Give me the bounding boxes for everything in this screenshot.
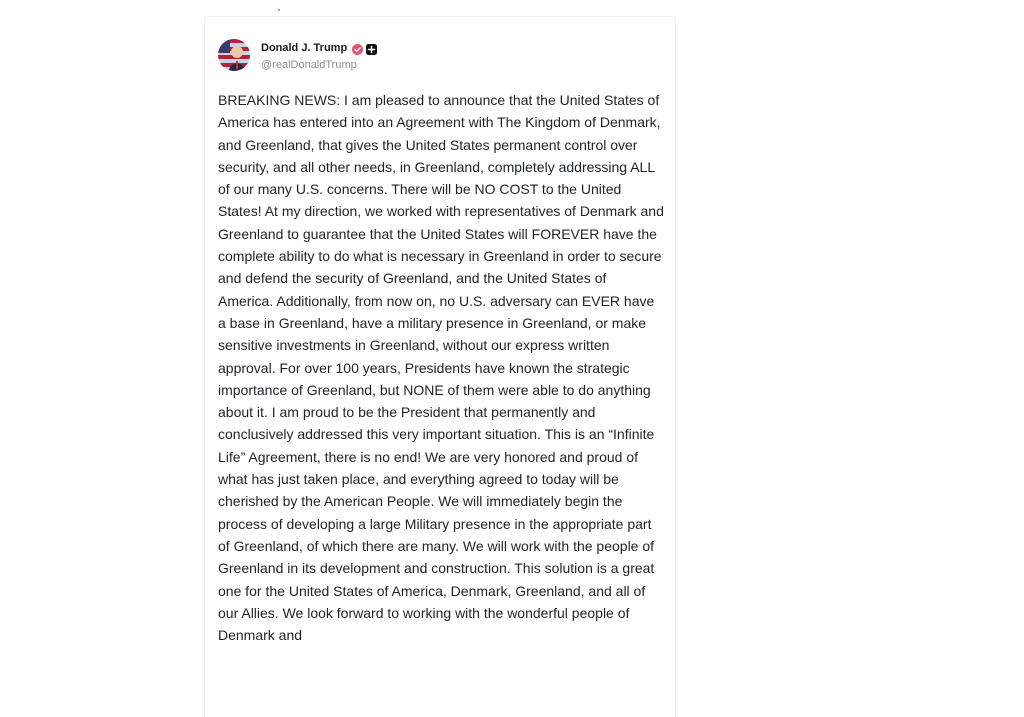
avatar[interactable] (218, 39, 250, 71)
post-card (204, 16, 676, 717)
flag-portrait-avatar-icon (218, 39, 250, 71)
author-name-row (261, 40, 377, 56)
author-handle[interactable]: @realDonaldTrump (261, 58, 357, 71)
plus-badge-icon (366, 42, 377, 53)
post-header (218, 39, 377, 71)
post-body-text: BREAKING NEWS: I am pleased to announce that the United States of America has entered into an Agreement with The Kingdom of Denmark, and Greenland, that gives the United States permanent control over security, and all other needs, in Greenland, completely addressing ALL of our many U.S. concerns. There will be NO COST to the United States! At my direction, we worked with representatives of Denmark and Greenland to guarantee that the United States will FOREVER have the complete ability to do what is necessary in Greenland in order to secure and defend the security of Greenland, and the United States of America. Additionally, from now on, no U.S. adversary can EVER have a base in Greenland, have a military presence in Greenland, or make sensitive investments in Greenland, without our express written approval. For over 100 years, Presidents have known the strategic importance of Greenland, but NONE of them were able to do anything about it. I am proud to be the President that permanently and conclusively addressed this very important situation. This is an “Infinite Life” Agreement, there is no end! We are very honored and proud of what has just taken place, and everything agreed to today will be cherished by the American People. We will immediately begin the process of developing a large Military presence in the appropriate part of Greenland, of which there are many. We will work with the people of Greenland in its development and construction. This solution is a great one for the United States of America, Denmark, Greenland, and all of our Allies. We look forward to working with the wonderful people of Denmark and (218, 92, 664, 644)
verified-badge-icon (352, 42, 363, 53)
scroll-remnant-mark (278, 9, 280, 11)
author-display-name[interactable]: Donald J. Trump (261, 41, 348, 54)
author-info (261, 40, 377, 71)
